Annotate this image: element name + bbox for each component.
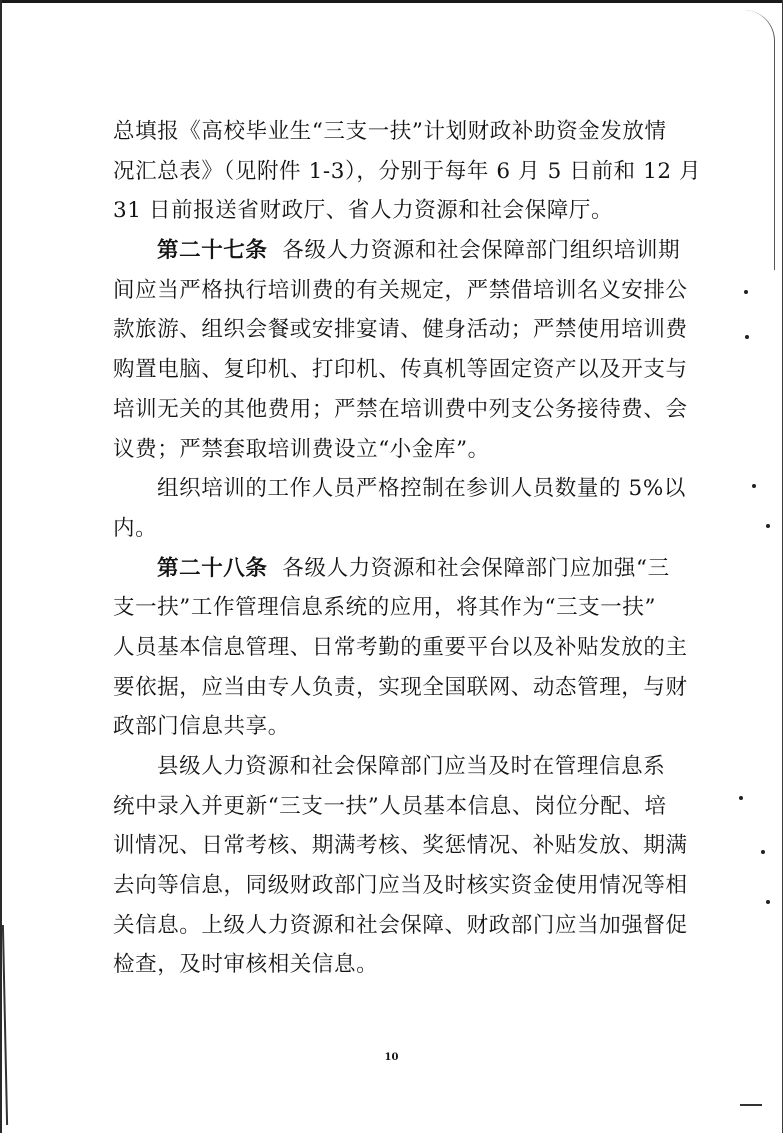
scan-bottom-dash <box>740 1104 762 1106</box>
scan-top-border <box>0 0 783 3</box>
scan-left-edge <box>0 0 2 1133</box>
body-line: 总填报《高校毕业生“三支一扶”计划财政补助资金发放情 <box>113 119 667 144</box>
body-line: 款旅游、组织会餐或安排宴请、健身活动；严禁使用培训费 <box>113 317 688 343</box>
body-line: 组织培训的工作人员严格控制在参训人员数量的 5%以 <box>157 476 686 502</box>
body-line: 人员基本信息管理、日常考勤的重要平台以及补贴发放的主 <box>113 634 688 660</box>
body-line: 培训无关的其他费用；严禁在培训费中列支公务接待费、会 <box>113 396 688 422</box>
scan-speck <box>744 290 748 294</box>
body-line: 间应当严格执行培训费的有关规定，严禁借培训名义安排公 <box>113 277 688 303</box>
body-line: 检查，及时审核相关信息。 <box>113 952 379 978</box>
body-line: 各级人力资源和社会保障部门组织培训期 <box>282 238 681 264</box>
scan-speck <box>739 796 743 800</box>
article-27-heading: 第二十七条 <box>157 238 268 264</box>
article-28-first-line <box>113 549 670 589</box>
scan-left-mark <box>2 925 8 1125</box>
article-27-first-line <box>113 231 681 271</box>
body-line: 县级人力资源和社会保障部门应当及时在管理信息系 <box>157 754 666 779</box>
body-line: 去向等信息，同级财政部门应当及时核实资金使用情况等相 <box>113 873 688 899</box>
body-line: 统中录入并更新“三支一扶”人员基本信息、岗位分配、培 <box>113 793 667 819</box>
body-line: 关信息。上级人力资源和社会保障、财政部门应当加强督促 <box>113 912 688 938</box>
body-line: 各级人力资源和社会保障部门应加强“三 <box>282 555 670 581</box>
body-line: 训情况、日常考核、期满考核、奖惩情况、补贴发放、期满 <box>113 833 688 859</box>
scan-speck <box>761 850 765 854</box>
body-line: 要依据，应当由专人负责，实现全国联网、动态管理，与财 <box>113 674 688 700</box>
body-line: 况汇总表》（见附件 1-3），分别于每年 6 月 5 日前和 12 月 <box>113 158 702 184</box>
scan-speck <box>745 335 749 339</box>
body-line: 31 日前报送省财政厅、省人力资源和社会保障厅。 <box>113 198 614 224</box>
body-line: 内。 <box>113 515 158 541</box>
body-line: 支一扶”工作管理信息系统的应用，将其作为“三支一扶” <box>113 595 657 621</box>
body-line: 议费；严禁套取培训费设立“小金库”。 <box>113 436 490 462</box>
scan-speck <box>752 484 756 488</box>
scan-right-curve <box>744 10 775 270</box>
scan-speck <box>766 900 770 904</box>
scan-speck <box>766 524 770 528</box>
document-body <box>113 112 702 985</box>
article-28-heading: 第二十八条 <box>157 555 268 581</box>
page-number: 10 <box>384 1052 399 1063</box>
body-line: 购置电脑、复印机、打印机、传真机等固定资产以及开支与 <box>113 357 688 383</box>
body-line: 政部门信息共享。 <box>113 714 290 740</box>
